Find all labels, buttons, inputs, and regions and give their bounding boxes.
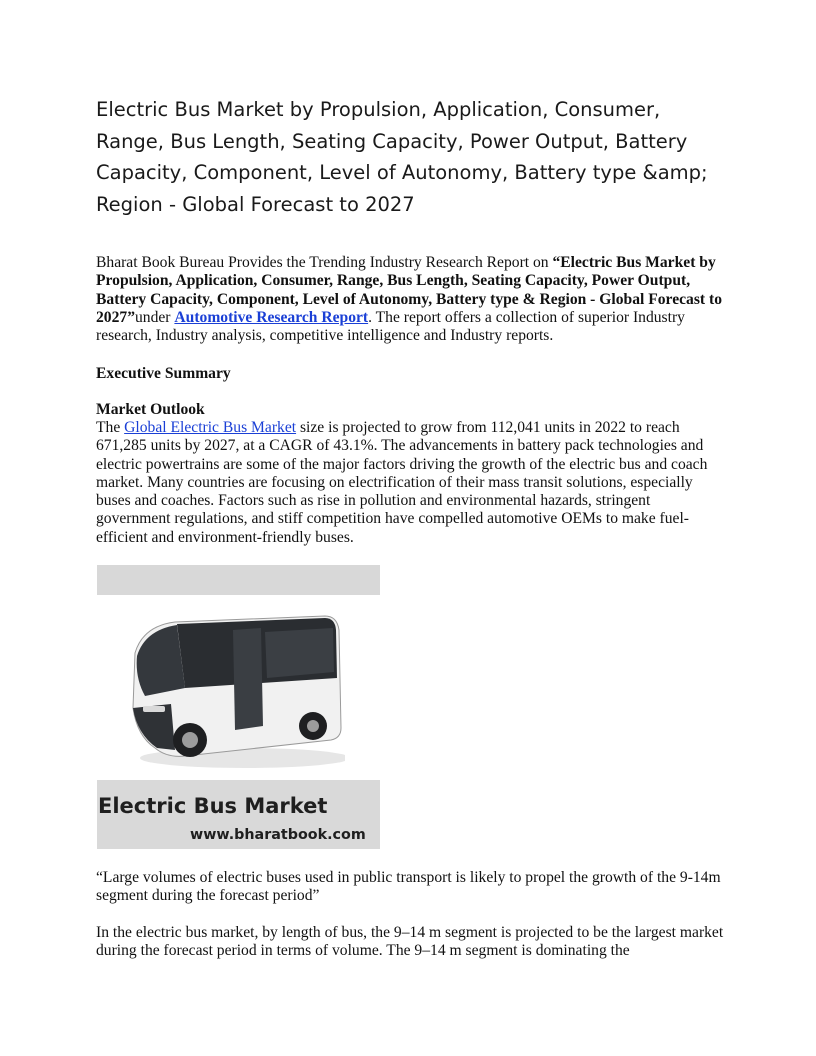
- segment-paragraph: In the electric bus market, by length of bus, the 9–14 m segment is projected to be the largest market during the forecast period in terms of volume. The 9–14 m segment is dominating the: [96, 924, 724, 960]
- intro-under: under: [134, 308, 175, 326]
- electric-bus-figure: [97, 565, 380, 849]
- market-outlook-heading: Market Outlook: [96, 401, 205, 418]
- automotive-research-report-link[interactable]: Automotive Research Report: [174, 308, 369, 326]
- market-outlook-paragraph: [96, 419, 724, 547]
- executive-summary-heading: Executive Summary: [96, 365, 231, 382]
- global-electric-bus-market-link[interactable]: Global Electric Bus Market: [124, 419, 297, 436]
- intro-paragraph: [96, 254, 724, 345]
- intro-lead: Bharat Book Bureau Provides the Trending Industry Research Report on: [96, 254, 553, 271]
- outlook-text: size is projected to grow from 112,041 units in 2022 to reach 671,285 units by 2027, at a CAGR of 43.1%. The advancements in battery pack technologies and electric powertrains are some of the major factors driving the growth of the electric bus and coach market. Many countries are focusing on electrification of their mass transit solutions, especially buses and coaches. Factors such as rise in pollution and environmental hazards, stringent government regulations, and stiff competition have compelled automotive OEMs to make fuel-efficient and environment-friendly buses.: [96, 419, 708, 546]
- report-title: Electric Bus Market by Propulsion, Application, Consumer, Range, Bus Length, Seating Capacity, Power Output, Battery Capacity, Component, Level of Autonomy, Battery type &amp; Region - Global Forecast to 2027: [96, 98, 708, 216]
- figure-top-band: [97, 565, 380, 595]
- intro-tail: . The report offers a collection of superior Industry research, Industry analysis, competitive intelligence and Industry reports.: [96, 308, 685, 345]
- electric-bus-image: [115, 608, 345, 773]
- figure-caption-title: Electric Bus Market: [98, 794, 328, 818]
- intro-report-name: “Electric Bus Market by Propulsion, Application, Consumer, Range, Bus Length, Seating Capacity, Power Output, Battery Capacity, Component, Level of Autonomy, Battery type & Region - Global Forecast to 2027”: [96, 254, 722, 326]
- figure-caption-url: www.bharatbook.com: [190, 827, 366, 843]
- outlook-lead: The: [96, 419, 125, 436]
- quote-paragraph: “Large volumes of electric buses used in public transport is likely to propel the growth of the 9-14m segment during the forecast period”: [96, 869, 721, 905]
